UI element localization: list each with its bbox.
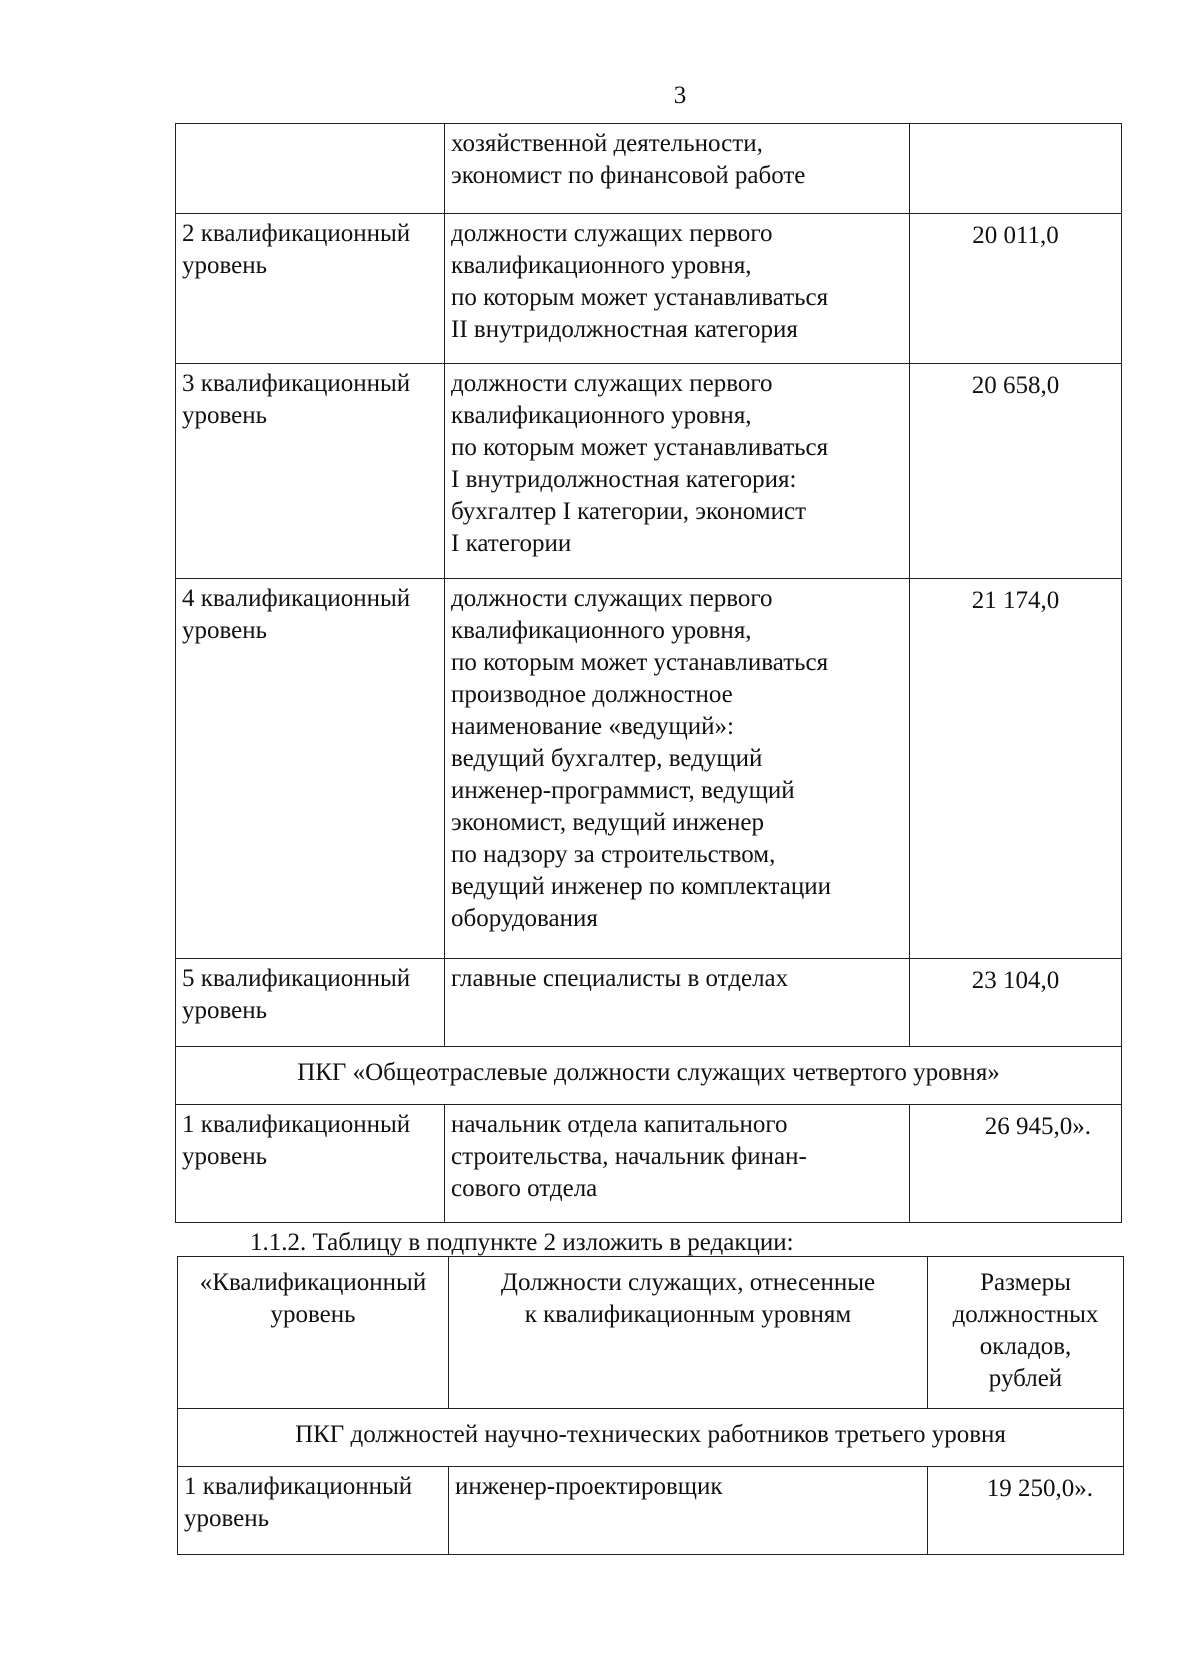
header-positions: Должности служащих, отнесенные к квалификационным уровням <box>449 1257 928 1409</box>
positions-cell: должности служащих первого квалификационного уровня, по которым может устанавливаться II внутридолжностная категория <box>445 214 910 364</box>
salary-cell: 20 658,0 <box>910 364 1122 579</box>
level-cell: 2 квалификационный уровень <box>176 214 445 364</box>
table-row <box>176 1105 1122 1223</box>
positions-cell: инженер-проектировщик <box>449 1467 928 1555</box>
salary-cell: 21 174,0 <box>910 579 1122 959</box>
salary-cell: 20 011,0 <box>910 214 1122 364</box>
salary-table-2 <box>177 1256 1124 1555</box>
group-row <box>176 1047 1122 1105</box>
salary-cell <box>910 124 1122 214</box>
table-row <box>176 364 1122 579</box>
table-row <box>176 579 1122 959</box>
header-salary: Размеры должностных окладов, рублей <box>928 1257 1124 1409</box>
level-cell <box>176 124 445 214</box>
level-cell: 4 квалификационный уровень <box>176 579 445 959</box>
positions-cell: главные специалисты в отделах <box>445 959 910 1047</box>
header-row <box>178 1257 1124 1409</box>
salary-cell: 23 104,0 <box>910 959 1122 1047</box>
level-cell: 5 квалификационный уровень <box>176 959 445 1047</box>
table-row <box>176 124 1122 214</box>
table-row <box>176 959 1122 1047</box>
salary-cell: 19 250,0». <box>928 1467 1124 1555</box>
group-heading: ПКГ должностей научно-технических работников третьего уровня <box>178 1409 1124 1467</box>
table-row <box>178 1467 1124 1555</box>
page-number: 3 <box>673 82 687 109</box>
salary-cell: 26 945,0». <box>910 1105 1122 1223</box>
positions-cell: должности служащих первого квалификационного уровня, по которым может устанавливаться I внутридолжностная категория: бухгалтер I категории, экономист I категории <box>445 364 910 579</box>
positions-cell: хозяйственной деятельности, экономист по финансовой работе <box>445 124 910 214</box>
header-level: «Квалификационный уровень <box>178 1257 449 1409</box>
level-cell: 3 квалификационный уровень <box>176 364 445 579</box>
positions-cell: должности служащих первого квалификационного уровня, по которым может устанавливаться производное должностное наименование «ведущий»: ведущий бухгалтер, ведущий инженер-программист, ведущий экономист, ведущий инженер по надзору за строительством, ведущий инженер по комплектации оборудования <box>445 579 910 959</box>
salary-table-1 <box>175 123 1122 1223</box>
group-row <box>178 1409 1124 1467</box>
group-heading: ПКГ «Общеотраслевые должности служащих четвертого уровня» <box>176 1047 1122 1105</box>
level-cell: 1 квалификационный уровень <box>176 1105 445 1223</box>
positions-cell: начальник отдела капитального строительства, начальник финан- сового отдела <box>445 1105 910 1223</box>
clause-text: 1.1.2. Таблицу в подпункте 2 изложить в редакции: <box>250 1229 794 1256</box>
table-row <box>176 214 1122 364</box>
level-cell: 1 квалификационный уровень <box>178 1467 449 1555</box>
